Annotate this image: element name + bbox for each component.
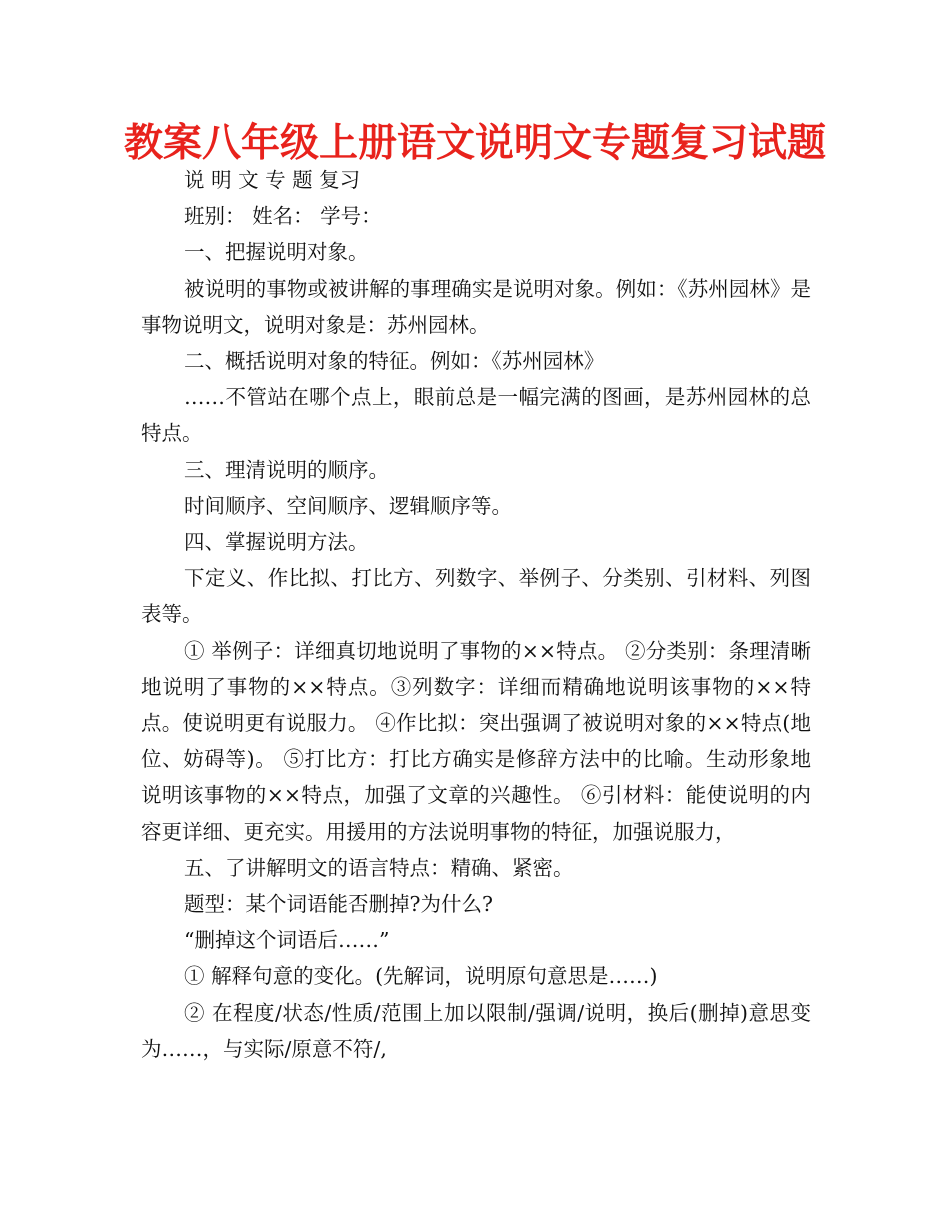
paragraph: 一、把握说明对象。 bbox=[184, 240, 369, 265]
paragraph: ① 举例子：详细真切地说明了事物的××特点。 ②分类别：条理清晰地说明了事物的××特点。③列数字：详细而精确地说明该事物的××特点。使说明更有说服力。 ④作比拟：突出强调了被说明对象的××特点(地位、妨碍等)。 ⑤打比方：打比方确实是修辞方法中的比喻。生动形象地说明该事物的××特点，加强了文章的兴趣性。 ⑥引材料：能使说明的内容更详细、更充实。用援用的方法说明事物的特征，加强说服力， bbox=[141, 638, 811, 844]
paragraph: 下定义、作比拟、打比方、列数字、举例子、分类别、引材料、列图表等。 bbox=[141, 566, 811, 627]
paragraph: 五、了讲解明文的语言特点：精确、紧密。 bbox=[184, 855, 574, 880]
paragraph: 题型：某个词语能否删掉?为什么? bbox=[184, 892, 494, 917]
paragraph: 二、概括说明对象的特征。例如：《苏州园林》 bbox=[184, 349, 605, 374]
paragraph: 三、理清说明的顺序。 bbox=[184, 457, 390, 482]
paragraph: 被说明的事物或被讲解的事理确实是说明对象。例如：《苏州园林》是事物说明文，说明对象是：苏州园林。 bbox=[141, 276, 811, 337]
paragraph: ……不管站在哪个点上，眼前总是一幅完满的图画，是苏州园林的总特点。 bbox=[141, 385, 811, 446]
document-body bbox=[141, 162, 811, 1067]
paragraph: 四、掌握说明方法。 bbox=[184, 530, 369, 555]
paragraph: 时间顺序、空间顺序、逻辑顺序等。 bbox=[184, 493, 513, 518]
paragraph: “删掉这个词语后……” bbox=[184, 928, 390, 953]
student-info-line: 班别： 姓名： 学号： bbox=[184, 204, 382, 229]
paragraph: ② 在程度/状态/性质/范围上加以限制/强调/说明，换后(删掉)意思变为……，与实际/原意不符/, bbox=[141, 1000, 811, 1061]
document-title: 教案八年级上册语文说明文专题复习试题 bbox=[123, 121, 826, 166]
section-heading: 说 明 文 专 题 复习 bbox=[184, 168, 361, 192]
paragraph: ① 解释句意的变化。(先解词，说明原句意思是……) bbox=[184, 964, 658, 989]
